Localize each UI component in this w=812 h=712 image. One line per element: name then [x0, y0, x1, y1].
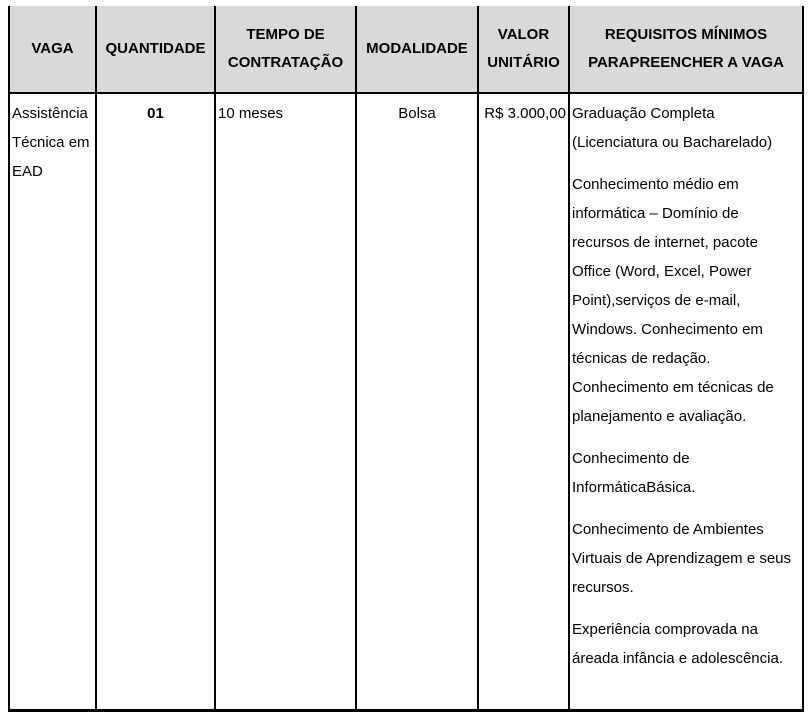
- header-tempo-contratacao: TEMPO DE CONTRATAÇÃO: [215, 6, 356, 93]
- cell-requisitos: [569, 93, 803, 711]
- header-valor-unitario: VALOR UNITÁRIO: [478, 6, 569, 93]
- header-requisitos: REQUISITOS MÍNIMOS PARAPREENCHER A VAGA: [569, 6, 803, 93]
- cell-modalidade: Bolsa: [356, 93, 478, 711]
- cell-valor-unitario: R$ 3.000,00: [478, 93, 569, 711]
- cell-vaga: Assistência Técnica em EAD: [9, 93, 96, 711]
- requirement-paragraph: Conhecimento médio em informática – Domínio de recursos de internet, pacote Office (Word, Excel, Power Point),serviços de e-mail, Windows. Conhecimento em técnicas de redação. Conhecimento em técnicas de planejamento e avaliação.: [572, 176, 774, 425]
- requirement-paragraph: Experiência comprovada na áreada infância e adolescência.: [572, 621, 783, 667]
- requirement-paragraph: Graduação Completa (Licenciatura ou Bacharelado): [572, 105, 773, 151]
- vacancy-table: [8, 6, 804, 712]
- requirement-paragraph: Conhecimento de InformáticaBásica.: [572, 450, 696, 496]
- header-row: [9, 6, 803, 93]
- header-vaga: VAGA: [9, 6, 96, 93]
- cell-quantidade: 01: [96, 93, 215, 711]
- table-row: [9, 93, 803, 711]
- requirement-paragraph: Conhecimento de Ambientes Virtuais de Aprendizagem e seus recursos.: [572, 521, 792, 596]
- cell-tempo-contratacao: 10 meses: [215, 93, 356, 711]
- header-modalidade: MODALIDADE: [356, 6, 478, 93]
- header-quantidade: QUANTIDADE: [96, 6, 215, 93]
